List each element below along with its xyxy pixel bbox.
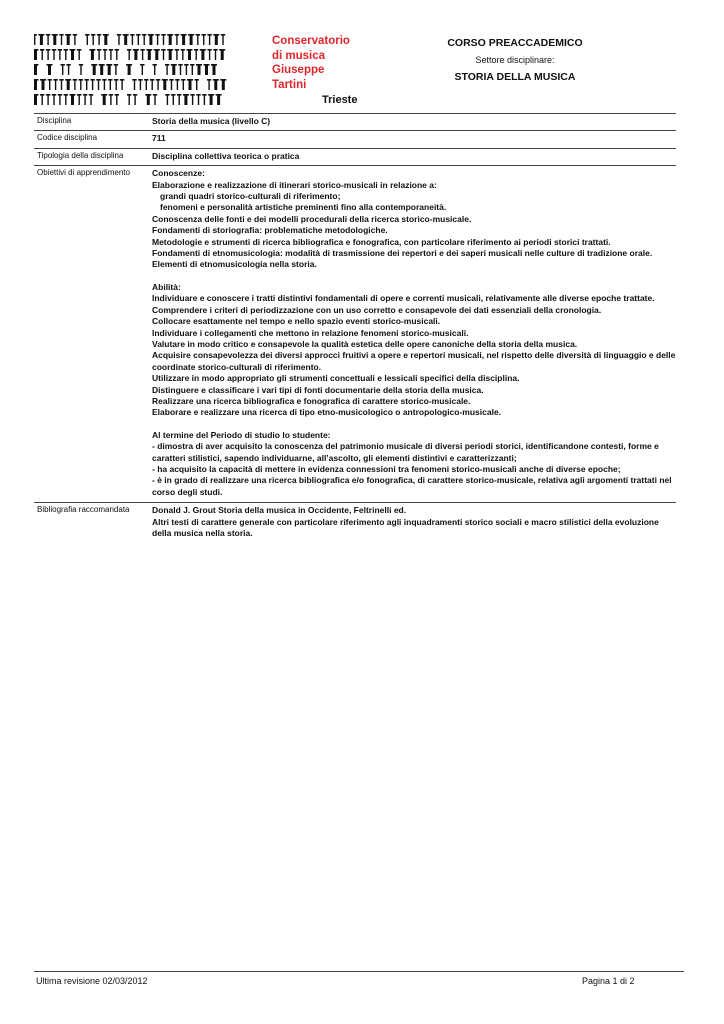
sector-label: Settore disciplinare: — [475, 55, 555, 65]
list-item: Valutare in modo critico e consapevole la qualità estetica delle opere canoniche della storia della musica. — [152, 338, 578, 349]
table-row — [34, 149, 676, 166]
logo-wordmark — [272, 34, 367, 92]
logo-line: Conservatorio — [272, 35, 350, 47]
row-label: Bibliografia raccomandata — [37, 505, 130, 515]
syllabus-table — [34, 113, 676, 542]
list-item: Utilizzare in modo appropriato gli strumenti concettuali e lessicali specifici della disciplina. — [152, 373, 520, 384]
course-title: CORSO PREACCADEMICO — [447, 37, 583, 49]
conoscenze-title: Conoscenze: — [152, 168, 205, 179]
list-item: Individuare i collegamenti che mettono in relazione fenomeni storico-musicali. — [152, 327, 469, 338]
list-item: fenomeni e personalità artistiche preminenti fino alla contemporaneità. — [160, 202, 447, 213]
table-row — [34, 131, 676, 148]
row-label: Disciplina — [37, 116, 72, 125]
list-item: Elaborare e realizzare una ricerca di tipo etno-musicologico o antropologico-musicale. — [152, 407, 502, 418]
list-item: grandi quadri storico-culturali di riferimento; — [160, 191, 341, 202]
objectives-content — [152, 166, 676, 502]
logo-line: Giuseppe — [272, 64, 325, 76]
list-item: Elementi di etnomusicologia nella storia. — [152, 259, 317, 270]
list-item: Elaborazione e realizzazione di itinerari storico-musicali in relazione a: — [152, 179, 437, 190]
row-label: Codice disciplina — [37, 133, 98, 143]
list-item: Altri testi di carattere generale con particolare riferimento agli inquadramenti storico sociali e macro stilistici della evoluzione della musica nella storia. — [152, 516, 659, 538]
list-item: Collocare esattamente nel tempo e nello spazio eventi storico-musicali. — [152, 316, 441, 327]
list-item: Acquisire consapevolezza dei diversi approcci fruitivi a opere e repertori musicali, nel rispetto delle diversità di linguaggio e delle coordinate storico-culturali di riferimento. — [152, 350, 676, 372]
list-item: Fondamenti di storiografia: problematiche metodologiche. — [152, 225, 388, 236]
table-row — [34, 503, 676, 542]
row-value: Storia della musica (livello C) — [152, 116, 271, 126]
list-item: Distinguere e classificare i vari tipi di fonti documentarie della storia della musica. — [152, 384, 484, 395]
footer-divider — [34, 971, 684, 972]
logo-line: di musica — [272, 49, 326, 62]
logo-city: Trieste — [322, 94, 358, 106]
abilita-title: Abilità: — [152, 281, 181, 292]
list-item: - è in grado di realizzare una ricerca bibliografica e/o fonografica, di carattere storico-musicale, relativa agli argomenti trattati nel corso degli studi. — [152, 475, 672, 497]
list-item: Fondamenti di etnomusicologia: modalità di trasmissione dei repertori e dei saperi musicali nelle culture di tradizione orale. — [152, 248, 653, 259]
table-row — [34, 114, 676, 131]
logo-line: Tartini — [272, 78, 307, 91]
subject-title: STORIA DELLA MUSICA — [454, 71, 576, 83]
list-item: - dimostra di aver acquisito la conoscenza del patrimonio musicale di diversi periodi storici, identificandone contesti, forme e caratteri stilistici, sapendo individuarne, all’ascolto, gli elementi distintivi e caratterizzanti; — [152, 441, 659, 463]
row-label: Obiettivi di apprendimento — [37, 168, 130, 178]
termine-title: Al termine del Periodo di studio lo studente: — [152, 429, 331, 440]
revision-date: Ultima revisione 02/03/2012 — [36, 976, 148, 986]
list-item: Donald J. Grout Storia della musica in Occidente, Feltrinelli ed. — [152, 505, 407, 516]
list-item: Comprendere i criteri di periodizzazione con un uso corretto e consapevole dei dati essenziali della cronologia. — [152, 304, 602, 315]
conservatorio-logo-icon — [34, 34, 230, 106]
list-item: - ha acquisito la capacità di mettere in evidenza connessioni tra fenomeni storico-musicali anche di diverse epoche; — [152, 463, 621, 474]
row-value: 711 — [152, 133, 166, 144]
list-item: Individuare e conoscere i tratti distintivi fondamentali di opere e correnti musicali, relativamente alle diverse epoche trattate. — [152, 293, 655, 304]
row-label: Tipologia della disciplina — [37, 150, 124, 160]
course-header — [440, 37, 590, 83]
bibliography-content — [152, 503, 676, 542]
row-value: Disciplina collettiva teorica o pratica — [152, 150, 300, 161]
list-item: Metodologie e strumenti di ricerca bibliografica e fonografica, con particolare riferimento ai periodi storici trattati. — [152, 236, 611, 247]
page-number: Pagina 1 di 2 — [582, 976, 635, 986]
list-item: Realizzare una ricerca bibliografica e fonografica di carattere storico-musicale. — [152, 395, 471, 406]
list-item: Conoscenza delle fonti e dei modelli procedurali della ricerca storico-musicale. — [152, 213, 472, 224]
table-row — [34, 166, 676, 503]
